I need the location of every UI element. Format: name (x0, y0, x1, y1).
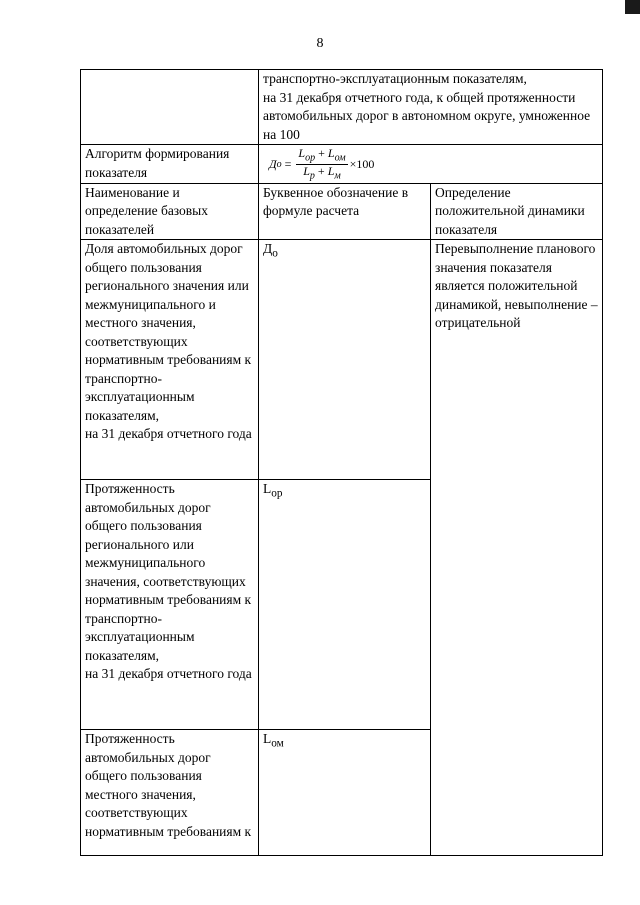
formula-num-term1: L (298, 146, 306, 160)
header-row (81, 183, 603, 240)
page-number: 8 (316, 36, 324, 51)
dynamics-cell (431, 240, 603, 856)
formula-den-term2: L (327, 164, 335, 179)
row-symbol-cell (259, 730, 431, 856)
row-symbol-letter: L (263, 481, 272, 497)
formula-den-sub2: м (334, 170, 341, 182)
row-name-cell (81, 240, 259, 480)
formula-lhs-sub: о (276, 159, 282, 171)
formula-eq: = (284, 157, 292, 172)
row-name: Доля автомобильных дорог общего пользования регионального значения или межмуниципального и местного значения, соответствующих нормативным требованиям к транспортно-эксплуатационным показателям, на 31 декабря отчетного года (85, 241, 252, 442)
formula (269, 147, 374, 183)
scan-corner-mark (625, 0, 640, 14)
row-name: Протяженность автомобильных дорог общего пользования местного значения, соответствующих нормативным требованиям к (85, 731, 252, 839)
formula-num-sub2: ом (334, 152, 346, 164)
dynamics-text: Перевыполнение планового значения показателя является положительной динамикой, невыполнение – отрицательной (435, 241, 598, 331)
formula-num-plus: + (315, 146, 328, 160)
row-symbol-sub: ом (271, 737, 284, 750)
row-name: Протяженность автомобильных дорог общего пользования регионального или межмуниципального значения, соответствующих нормативным требованиям к транспортно-эксплуатационным показателям, на 31 декабря отчетного года (85, 481, 252, 682)
row-name-cell (81, 730, 259, 856)
header-symbol: Буквенное обозначение в формуле расчета (259, 183, 431, 240)
formula-den-term1: L (303, 164, 310, 179)
indicator-table (80, 69, 603, 856)
algorithm-label: Алгоритм формирования показателя (81, 145, 259, 184)
formula-numerator (296, 147, 347, 165)
row-symbol-cell (259, 480, 431, 730)
formula-num-term2: L (327, 146, 335, 160)
row-symbol-letter: L (263, 731, 272, 747)
row-symbol (263, 731, 284, 750)
algorithm-row (81, 145, 603, 184)
table-row (81, 240, 603, 480)
formula-cell (259, 145, 603, 184)
definition-row (81, 70, 603, 145)
row-symbol (263, 481, 283, 500)
row-symbol-sub: о (272, 247, 278, 260)
definition-text: транспортно-эксплуатационным показателям, на 31 декабря отчетного года, к общей протяженности автомобильных дорог в автономном округе, умноженное на 100 (263, 71, 591, 142)
row-symbol (263, 241, 278, 260)
formula-lhs: Д (269, 157, 277, 172)
formula-den-plus: + (314, 164, 328, 179)
formula-denominator (301, 165, 343, 182)
formula-multiplier: ×100 (349, 157, 375, 172)
formula-num-sub1: ор (305, 152, 316, 164)
header-dynamics: Определение положительной динамики показателя (431, 183, 603, 240)
row-symbol-letter: Д (263, 241, 273, 257)
header-name: Наименование и определение базовых показателей (81, 183, 259, 240)
row-symbol-sub: ор (271, 487, 283, 500)
formula-fraction (296, 147, 347, 183)
formula-den-sub1: р (309, 170, 315, 182)
row-symbol-cell (259, 240, 431, 480)
definition-label-cell (81, 70, 259, 145)
row-name-cell (81, 480, 259, 730)
definition-text-cell (259, 70, 603, 145)
